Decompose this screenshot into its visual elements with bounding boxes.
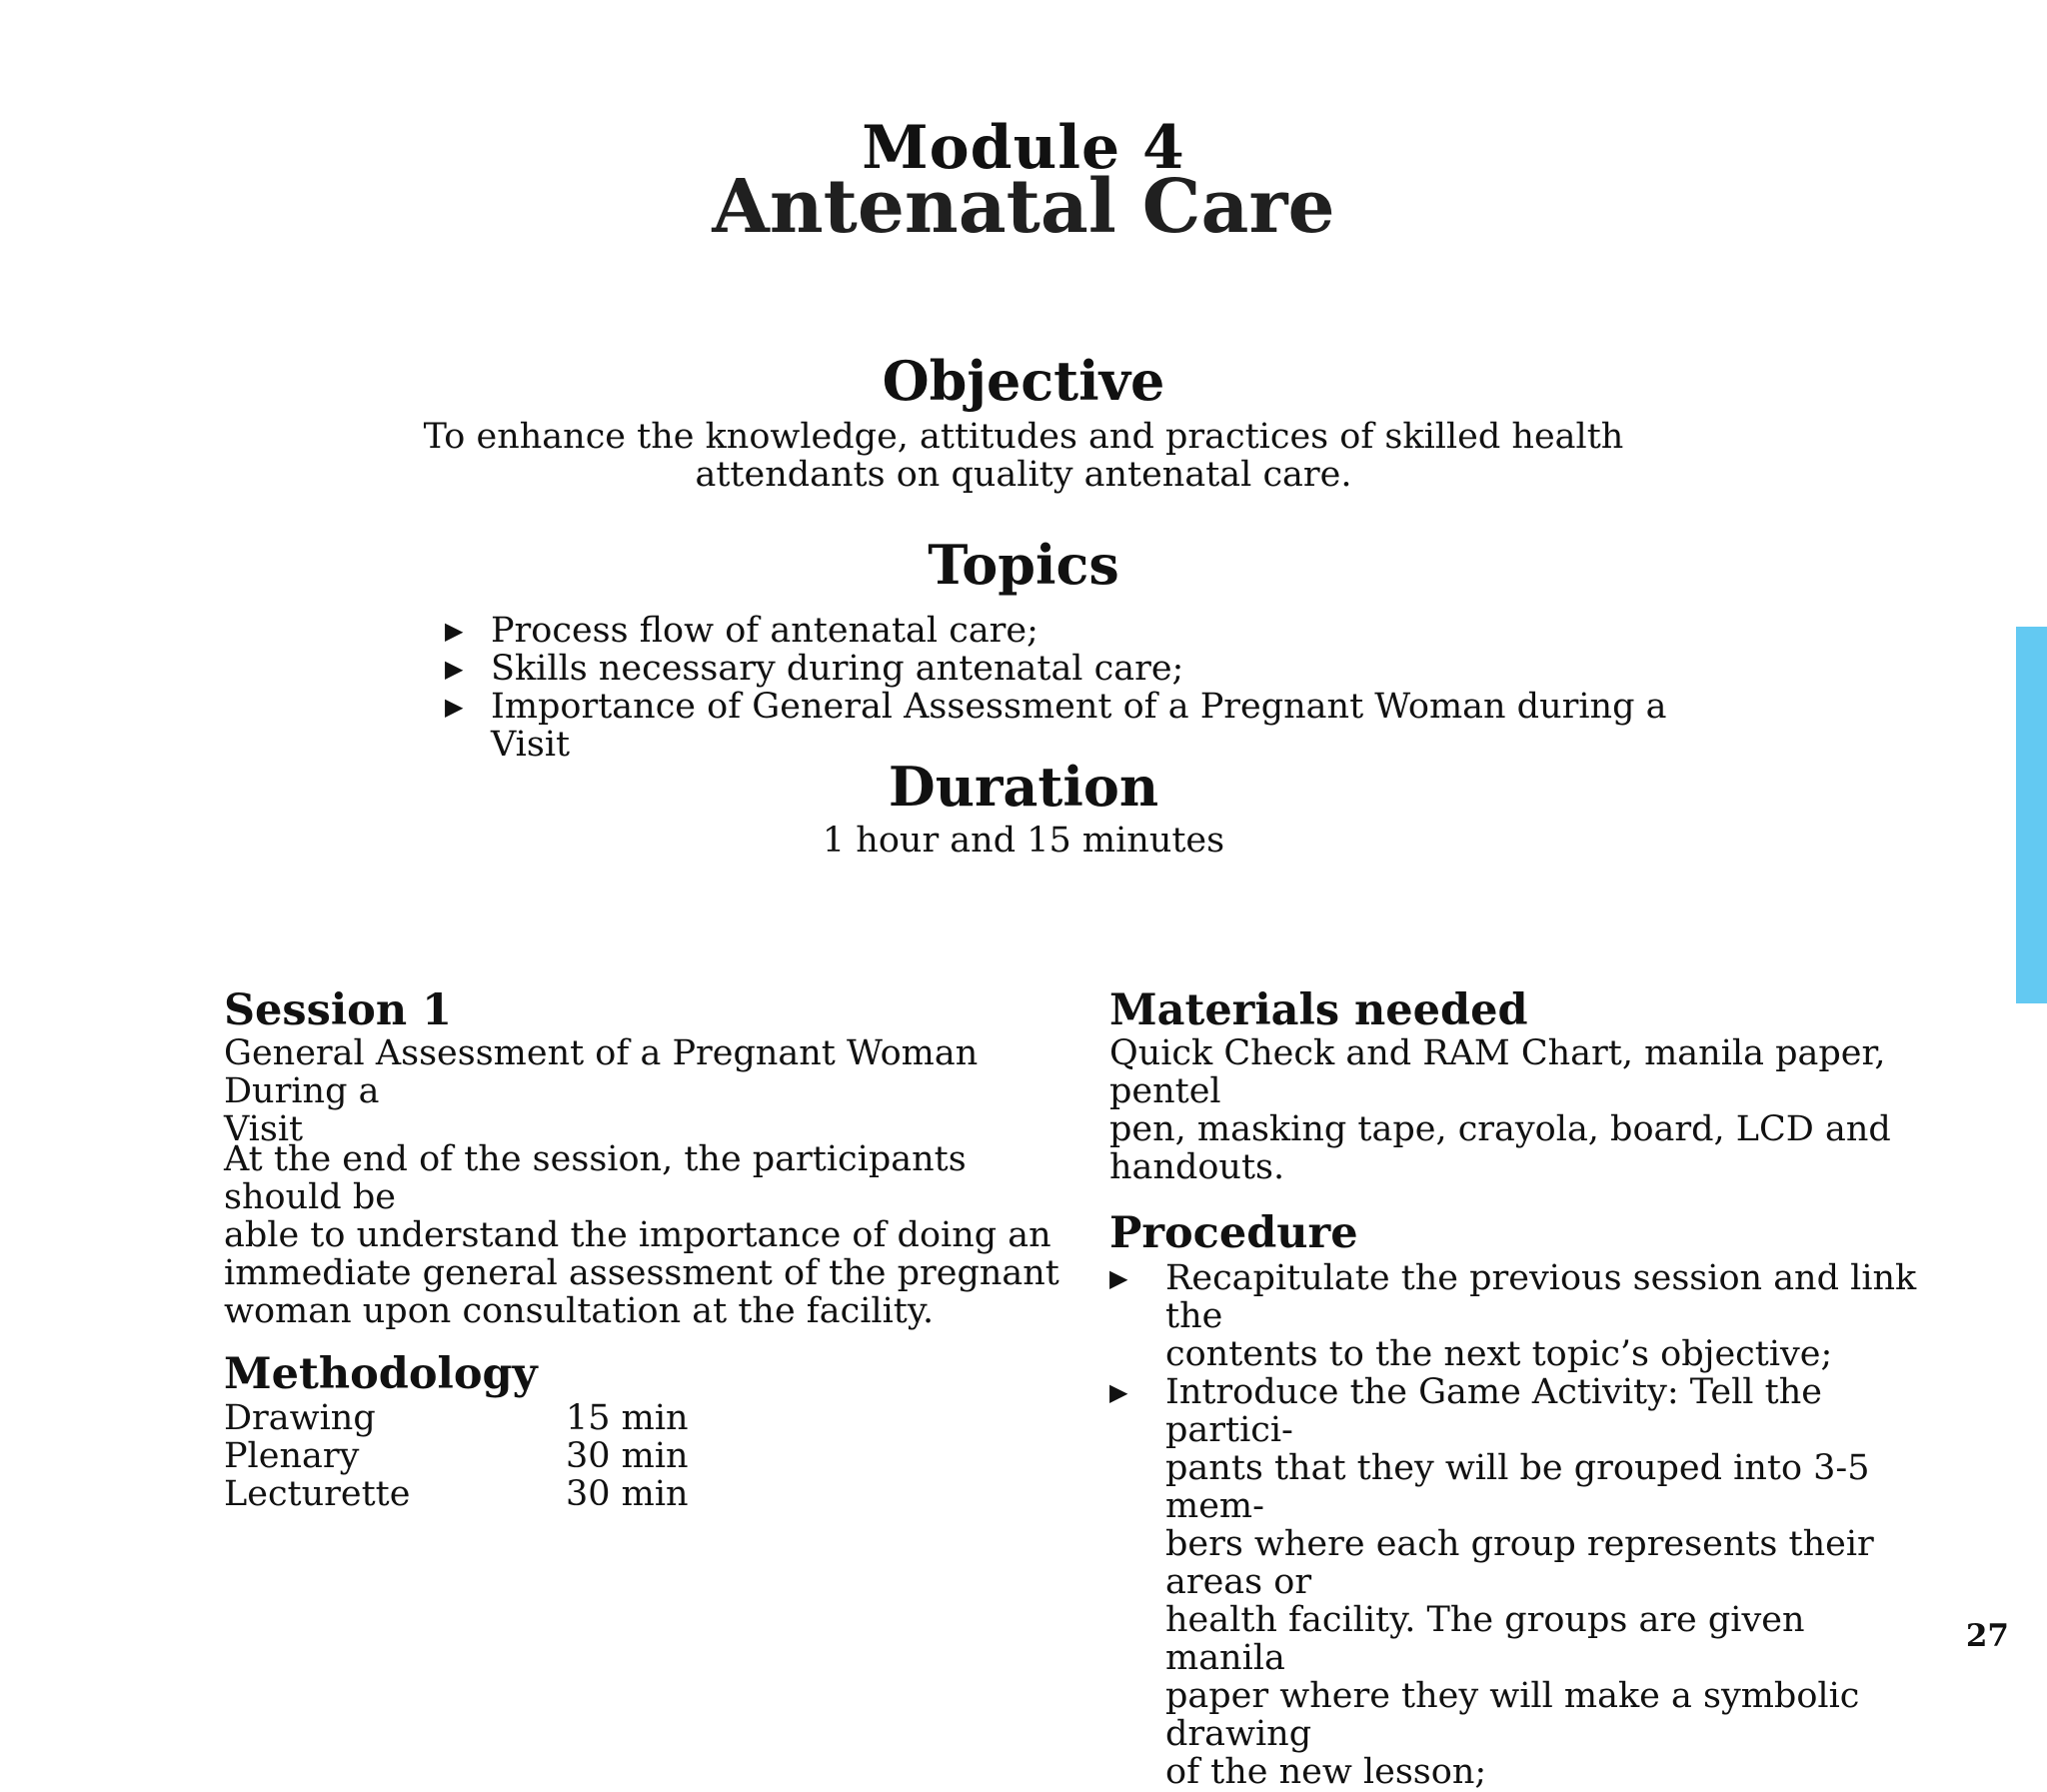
objective-text [0, 418, 2047, 494]
procedure-line: of the new lesson; [1165, 1752, 1487, 1792]
methodology-row [224, 1399, 744, 1437]
session-description-line: able to understand the importance of doing an [224, 1215, 1051, 1255]
materials-line: pen, masking tape, crayola, board, LCD and [1109, 1109, 1891, 1149]
side-tab [2016, 627, 2047, 1003]
session-description-line: woman upon consultation at the facility. [224, 1291, 935, 1331]
module-number: Module 4 [862, 113, 1185, 183]
procedure-line: health facility. The groups are given manila [1165, 1600, 1805, 1678]
objective-heading: Objective [882, 349, 1165, 413]
procedure-line: Introduce the Game Activity: Tell the partici- [1165, 1372, 1822, 1450]
topics-list [445, 612, 1704, 764]
session-heading: Session 1 [224, 985, 452, 1035]
procedure-line: paper where they will make a symbolic drawing [1165, 1676, 1860, 1754]
methodology-name: Plenary [224, 1436, 360, 1476]
procedure-line: pants that they will be grouped into 3-5 mem- [1165, 1448, 1870, 1526]
session-title-line: Visit [224, 1109, 304, 1149]
materials-text [1109, 1034, 1934, 1186]
methodology-table [224, 1399, 744, 1513]
triangle-right-icon: ▶ [1109, 1378, 1128, 1406]
procedure-list [1109, 1259, 1934, 1791]
topic-item [445, 688, 1704, 764]
module-title: Antenatal Care [712, 164, 1335, 250]
triangle-right-icon: ▶ [1109, 1264, 1128, 1292]
methodology-name: Drawing [224, 1398, 376, 1438]
topic-text: Skills necessary during antenatal care; [491, 649, 1184, 689]
materials-line: Quick Check and RAM Chart, manila paper, pentel [1109, 1033, 1886, 1111]
triangle-right-icon: ▶ [445, 617, 464, 645]
topic-item [445, 612, 1704, 650]
triangle-right-icon: ▶ [445, 655, 464, 683]
methodology-time: 30 min [566, 1436, 689, 1476]
topic-text: Process flow of antenatal care; [491, 611, 1038, 651]
methodology-time: 15 min [566, 1398, 689, 1438]
session-description [224, 1140, 1063, 1330]
procedure-line: contents to the next topic’s objective; [1165, 1334, 1833, 1374]
objective-line: attendants on quality antenatal care. [695, 455, 1352, 495]
duration-heading: Duration [888, 755, 1159, 819]
methodology-time: 30 min [566, 1474, 689, 1514]
topic-item [445, 650, 1704, 688]
procedure-item [1109, 1373, 1934, 1791]
materials-line: handouts. [1109, 1147, 1285, 1187]
methodology-name: Lecturette [224, 1474, 411, 1514]
methodology-row [224, 1437, 744, 1475]
objective-line: To enhance the knowledge, attitudes and practices of skilled health [423, 417, 1624, 457]
materials-heading: Materials needed [1109, 985, 1528, 1035]
session-description-line: immediate general assessment of the pregnant [224, 1253, 1059, 1293]
session-title [224, 1034, 1063, 1148]
duration-text: 1 hour and 15 minutes [822, 821, 1225, 861]
methodology-row [224, 1475, 744, 1513]
procedure-line: bers where each group represents their areas or [1165, 1524, 1874, 1602]
triangle-right-icon: ▶ [445, 693, 464, 721]
page-number: 27 [1965, 1618, 2009, 1654]
topics-heading: Topics [928, 533, 1119, 597]
session-title-line: General Assessment of a Pregnant Woman During a [224, 1033, 979, 1111]
procedure-heading: Procedure [1109, 1208, 1358, 1258]
procedure-item [1109, 1259, 1934, 1373]
session-description-line: At the end of the session, the participants should be [224, 1139, 967, 1217]
methodology-heading: Methodology [224, 1349, 538, 1399]
topic-text: Importance of General Assessment of a Pregnant Woman during a Visit [491, 687, 1667, 765]
procedure-line: Recapitulate the previous session and link the [1165, 1258, 1917, 1336]
